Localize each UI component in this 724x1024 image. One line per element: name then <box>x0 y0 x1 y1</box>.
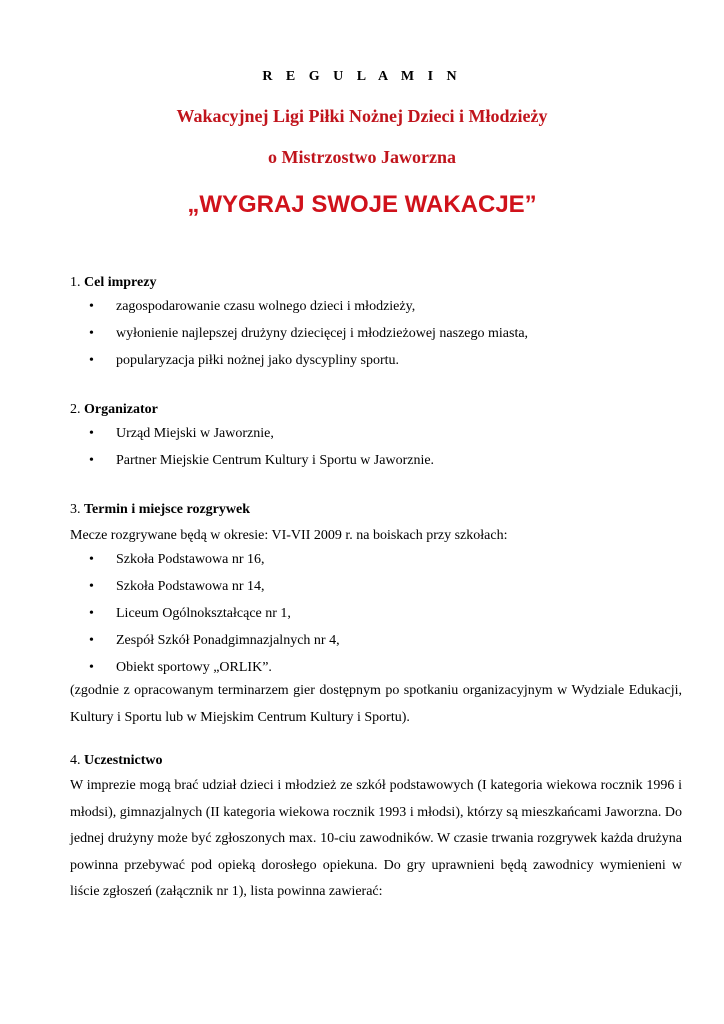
list-item: • wyłonienie najlepszej drużyny dziecięcej i młodzieżowej naszego miasta, <box>70 320 682 347</box>
list-item: • Liceum Ogólnokształcące nr 1, <box>70 600 682 627</box>
section-number: 4. <box>70 753 81 768</box>
section-heading <box>70 273 682 293</box>
list-item: • Zespół Szkół Ponadgimnazjalnych nr 4, <box>70 627 682 654</box>
section-heading <box>70 400 682 420</box>
subtitle-league: Wakacyjnej Ligi Piłki Nożnej Dzieci i Młodzieży <box>176 106 548 126</box>
section-heading <box>70 500 682 520</box>
list-item: • popularyzacja piłki nożnej jako dyscypliny sportu. <box>70 347 682 374</box>
list-item: • Szkoła Podstawowa nr 16, <box>70 546 682 573</box>
section-number: 2. <box>70 402 81 417</box>
document-title: R E G U L A M I N <box>262 69 462 84</box>
bullet-list <box>70 420 682 474</box>
section-title: Organizator <box>84 402 158 417</box>
section-number: 1. <box>70 275 81 290</box>
section-note: (zgodnie z opracowanym terminarzem gier dostępnym po spotkaniu organizacyjnym w Wydziale Edukacji, Kultury i Sportu lub w Miejskim Centrum Kultury i Sportu). <box>70 683 682 725</box>
section-title: Uczestnictwo <box>84 753 163 768</box>
document-body <box>70 273 682 906</box>
list-item: • Obiekt sportowy „ORLIK”. <box>70 654 682 681</box>
list-item: • Szkoła Podstawowa nr 14, <box>70 573 682 600</box>
slogan: „WYGRAJ SWOJE WAKACJE” <box>187 191 537 218</box>
section-intro: Mecze rozgrywane będą w okresie: VI-VII 2009 r. na boiskach przy szkołach: <box>70 528 508 543</box>
section-heading <box>70 751 682 771</box>
section-paragraph: W imprezie mogą brać udział dzieci i młodzież ze szkół podstawowych (I kategoria wiekowa rocznik 1996 i młodsi), gimnazjalnych (II kategoria wiekowa rocznik 1993 i młodsi), którzy są mieszkańcami Jaworzna. Do jednej drużyny może być zgłoszonych max. 10-ciu zawodników. W czasie trwania rozgrywek każda drużyna powinna przebywać pod opieką dorosłego opiekuna. Do gry uprawnieni będą zawodnicy wymienieni w liście zgłoszeń (załącznik nr 1), lista powinna zawierać: <box>70 778 682 899</box>
section-title: Cel imprezy <box>84 275 157 290</box>
subtitle-championship: o Mistrzostwo Jaworzna <box>268 147 456 167</box>
list-item: • Urząd Miejski w Jaworznie, <box>70 420 682 447</box>
list-item: • Partner Miejskie Centrum Kultury i Sportu w Jaworznie. <box>70 447 682 474</box>
bullet-list <box>70 546 682 681</box>
list-item: • zagospodarowanie czasu wolnego dzieci i młodzieży, <box>70 293 682 320</box>
section-title: Termin i miejsce rozgrywek <box>84 502 251 517</box>
bullet-list <box>70 293 682 374</box>
section-number: 3. <box>70 502 81 517</box>
